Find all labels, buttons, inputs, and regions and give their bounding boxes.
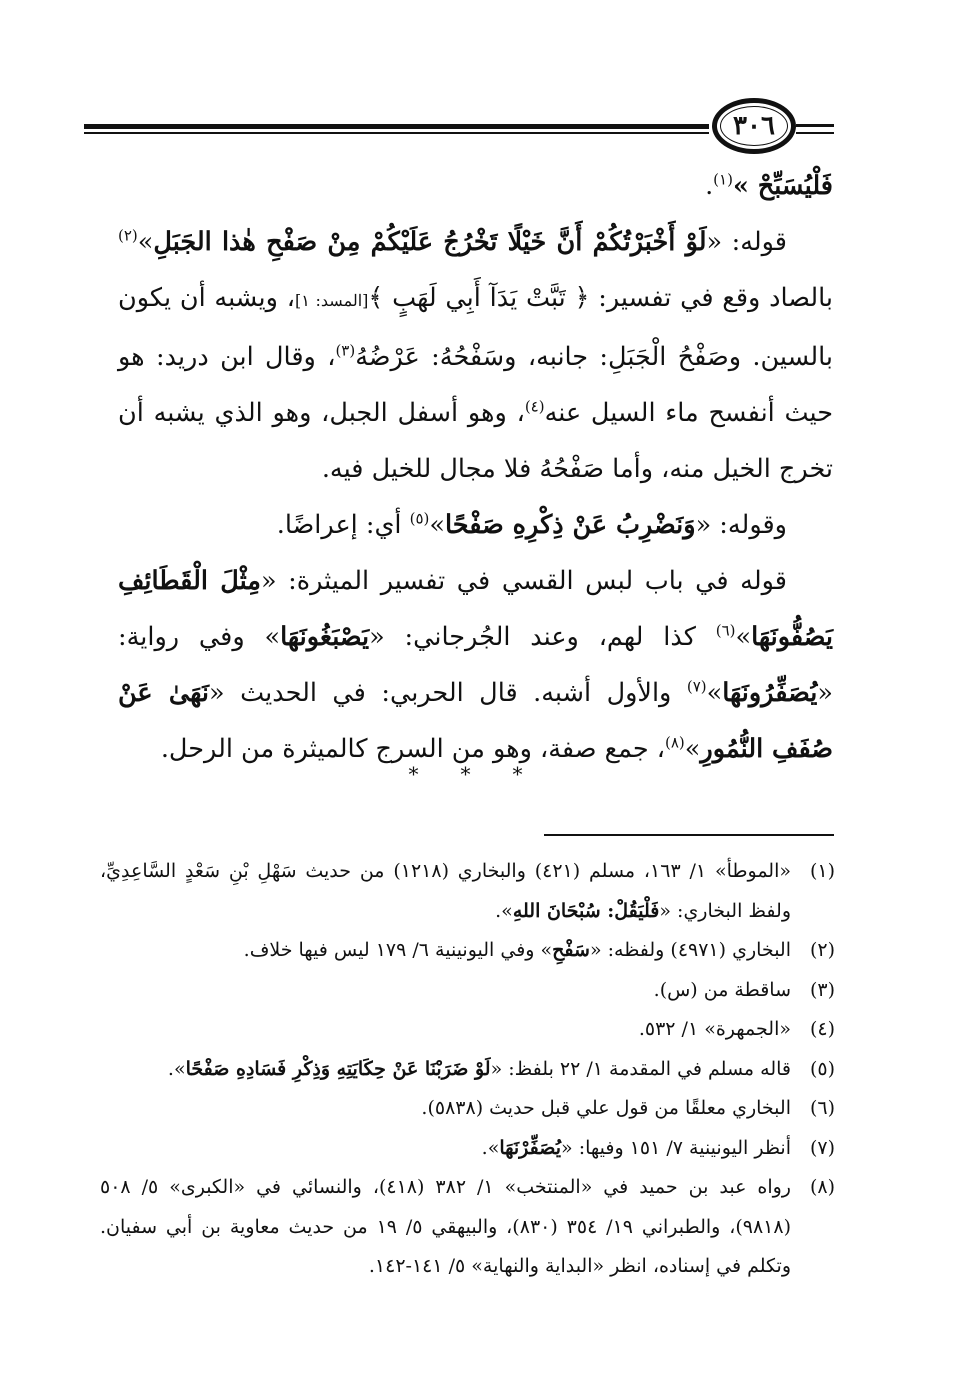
quote: لَوْ أَخْبَرْتُكُمْ أَنَّ خَيْلًا تَخْرُجُ عَلَيْكُمْ مِنْ صَفْحِ هٰذا الجَبَلِ — [153, 227, 707, 257]
text: كذا لهم، وعند الجُرجاني: « — [369, 622, 716, 652]
text: البخاري (٤٩٧١) ولفظه: « — [589, 939, 791, 961]
text: بالصاد وقع في تفسير: ﴿ تَبَّتْ يَدَآ أَبِي لَهَبٍ ﴾ — [368, 283, 834, 313]
paragraph-1 — [118, 214, 833, 497]
footnote-text — [100, 1050, 791, 1090]
footnote-divider — [544, 834, 834, 836]
header-rule-stub — [796, 124, 834, 127]
text: » — [429, 510, 445, 540]
footnote-number: (٤) — [809, 1018, 835, 1040]
quote: نَهَىٰ عَنْ صُفَفِ النُّمُورِ — [118, 678, 833, 764]
paragraph-2 — [118, 497, 833, 553]
footnote — [100, 1050, 835, 1090]
text: قاله مسلم في المقدمة ١/ ٢٢ بلفظ: « — [490, 1057, 791, 1080]
text: » وفي رواية: « — [118, 622, 833, 708]
paragraph-0 — [118, 158, 833, 214]
text: أي: إعراضًا. — [276, 510, 410, 540]
footnote — [100, 931, 835, 971]
separator-star: * — [460, 762, 493, 786]
citation: [المسد: ١] — [294, 291, 369, 310]
footnote-number: (١) — [809, 860, 835, 882]
quote: يُصَفِّرُونَهَا — [722, 678, 818, 708]
footnote-text — [100, 931, 791, 971]
footnote — [100, 1010, 835, 1050]
text: ». — [495, 899, 513, 922]
footnote-number: (٧) — [809, 1136, 835, 1159]
header-rule-thin — [84, 132, 709, 134]
footnote-ref: (٥) — [409, 509, 430, 528]
text: «الجمهرة» ١/ ٥٣٢. — [638, 1018, 791, 1040]
text: . — [705, 171, 714, 201]
text: قوله في باب لبس القسي في تفسير الميثرة: « — [260, 566, 787, 596]
text: قوله: « — [706, 227, 787, 257]
section-separator — [0, 762, 953, 786]
text: ، ويشبه أن يكون بالسين. وصَفْحُ الْجَبَلِ: جانبه، وسَفْحُهُ: عَرْضُهُ — [118, 283, 833, 372]
text: والأول أشبه. قال الحربي: في الحديث « — [209, 678, 687, 708]
text: ، وقال ابن دريد: هو حيث أنفسح ماء السيل عنه — [118, 342, 833, 428]
footnote-ref: (١) — [713, 170, 733, 189]
footnote-ref: (٨) — [665, 733, 685, 752]
text: » — [735, 622, 752, 652]
text: وقوله: « — [695, 510, 787, 540]
separator-star: * — [408, 762, 441, 786]
footnote — [100, 1089, 835, 1129]
quote: مِثْلَ الْقَطَائِفِ يَصُفُّونَهَا — [118, 566, 833, 652]
footnote-text — [100, 852, 791, 931]
footnote-ref: (٣) — [335, 341, 356, 360]
quote: وَنَضْرِبُ عَنْ ذِكْرِهِ صَفْحًا — [445, 510, 696, 540]
footnote-number: (٥) — [809, 1057, 835, 1080]
quote: يَصْبَغُونَهَا — [280, 622, 370, 652]
footnote-number: (٢) — [809, 939, 835, 961]
text: » — [137, 227, 154, 257]
text: أنظر اليونينية ٧/ ١٥١ وفيها: « — [561, 1136, 791, 1159]
quote: سَفْحِ — [552, 939, 590, 961]
page-header — [84, 88, 834, 158]
footnote — [100, 852, 835, 931]
footnote-text — [100, 1010, 791, 1050]
text: ، جمع صفة، وهو من السرج كالميثرة من الرحل. — [160, 734, 665, 764]
header-rule-stub — [796, 132, 834, 134]
footnote-number: (٨) — [809, 1176, 835, 1198]
quote: يُصَفِّرْنَهَا — [499, 1136, 562, 1159]
footnote-text — [100, 1168, 791, 1287]
text: » — [706, 678, 723, 708]
quote: فَلْيُسَبِّحْ » — [732, 171, 833, 201]
text: «الموطأ» ١/ ١٦٣، مسلم (٤٢١) والبخاري (١٢١٨) من حديث سَهْلِ بْنِ سَعْدٍ السَّاعِدِيِّ، ولفظ البخاري: « — [100, 860, 792, 922]
paragraph-3 — [118, 553, 833, 777]
footnote — [100, 1168, 835, 1287]
quote: فَلْيَقُلْ: سُبْحَانَ اللهِ — [512, 899, 660, 922]
text: ، وهو أسفل الجبل، وهو الذي يشبه أن تخرج الخيل منه، وأما صَفْحُهُ فلا مجال للخيل فيه. — [118, 398, 833, 484]
footnote-text — [100, 1129, 791, 1169]
text: » وفي اليونينية ٦/ ١٧٩ ليس فيها خلاف. — [243, 939, 553, 961]
text: ساقطة من (س). — [653, 978, 791, 1001]
text: » — [684, 734, 701, 764]
text: ». — [481, 1136, 500, 1159]
footnote-ref: (٧) — [686, 677, 707, 696]
header-rule-thick — [84, 124, 709, 129]
separator-star: * — [512, 762, 545, 786]
text: البخاري معلقًا من قول علي قبل حديث (٥٨٣٨). — [421, 1097, 791, 1119]
main-text — [118, 158, 833, 777]
text: ». — [167, 1057, 186, 1080]
footnote-ref: (٢) — [118, 226, 138, 245]
footnote-ref: (٦) — [715, 621, 736, 640]
footnote — [100, 971, 835, 1011]
page-number: ٣٠٦ — [712, 98, 796, 154]
footnote-text — [100, 1089, 791, 1129]
footnote-text — [100, 971, 791, 1011]
footnotes — [100, 852, 835, 1287]
footnote — [100, 1129, 835, 1169]
footnote-ref: (٤) — [524, 397, 545, 416]
footnote-number: (٦) — [809, 1097, 835, 1119]
quote: لَوْ ضَرَبْنَا عَنْ حِكَايَتِهِ وَذِكْرِ فَسَادِهِ صَفْحًا — [185, 1057, 491, 1080]
text: رواه عبد بن حميد في «المنتخب» ١/ ٣٨٢ (٤١٨)، والنسائي في «الكبرى» ٥/ ٥٠٨ (٩٨١٨)، والطبراني ١٩/ ٣٥٤ (٨٣٠)، والبيهقي ٥/ ١٩ من حديث معاوية بن أبي سفيان. وتكلم في إسناده، انظر «البداية والنهاية» ٥/ ١٤١-١٤٢. — [100, 1176, 791, 1277]
footnote-number: (٣) — [809, 978, 835, 1001]
